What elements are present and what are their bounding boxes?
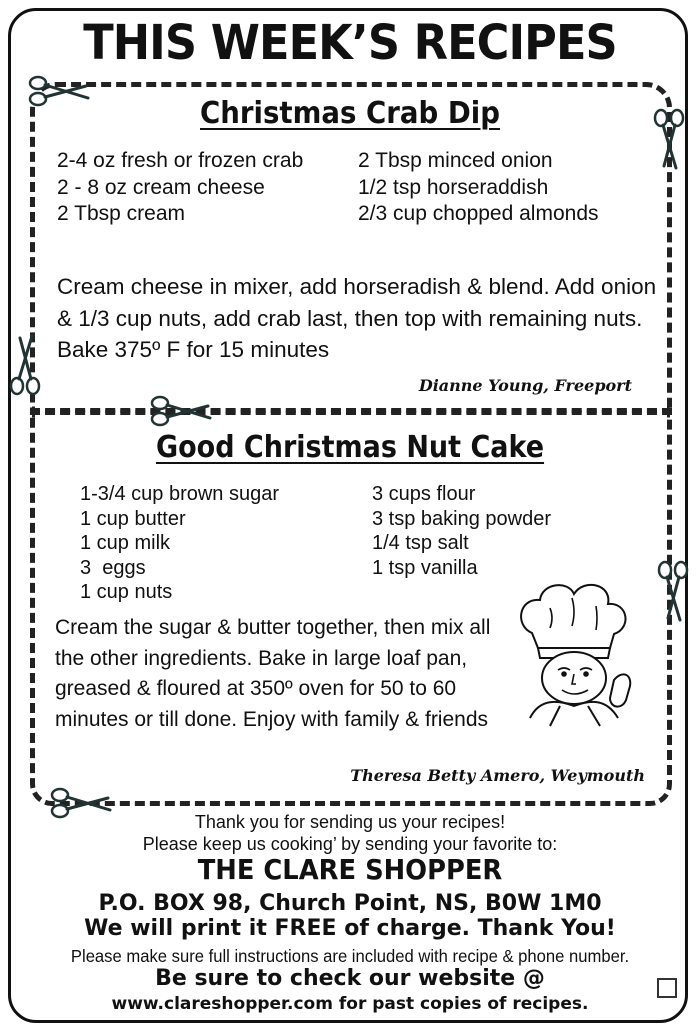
ingredients-left-nut-cake <box>80 482 279 605</box>
website-link[interactable]: www.clareshopper.com for past copies of recipes. <box>111 994 589 1014</box>
directions-nut-cake: Cream the sugar & butter together, then mix all the other ingredients. Bake in large loaf pan, greased & floured at 350º oven for 50 to 60 minutes or till done. Enjoy with family & friends <box>55 616 491 731</box>
ingredient-item: 1 tsp vanilla <box>372 556 478 579</box>
ingredients-right-crab-dip <box>358 148 599 228</box>
ingredients-right-nut-cake <box>372 482 551 580</box>
scissors-icon <box>150 394 212 428</box>
footer-keep-cooking: Please keep us cooking’ by sending your favorite to: <box>142 834 558 854</box>
directions-crab-dip: Cream cheese in mixer, add horseradish & blend. Add onion & 1/3 cup nuts, add crab last, then top with remaining nuts. Bake 375º F for 15 minutes <box>57 274 657 362</box>
footer-thanks: Thank you for sending us your recipes! <box>194 812 506 832</box>
credit-nut-cake: Theresa Betty Amero, Weymouth <box>350 766 645 785</box>
ingredient-item: 2 - 8 oz cream cheese <box>57 175 265 199</box>
ingredient-item: 1 cup nuts <box>80 581 173 603</box>
ingredient-item: 2/3 cup chopped almonds <box>358 202 599 225</box>
ingredient-item: 3 cups flour <box>372 483 476 505</box>
cut-line-divider <box>30 408 672 413</box>
ingredient-item: 1-3/4 cup brown sugar <box>80 483 280 505</box>
scissors-icon <box>8 334 42 396</box>
ingredients-left-crab-dip <box>57 148 317 228</box>
publication-name: THE CLARE SHOPPER <box>197 853 503 886</box>
page-title: THIS WEEK’S RECIPES <box>83 15 617 71</box>
mailing-address: P.O. BOX 98, Church Point, NS, B0W 1M0 <box>98 891 602 916</box>
recipe-title-nut-cake: Good Christmas Nut Cake <box>155 430 545 465</box>
ingredient-item: 1/4 tsp salt <box>372 532 469 554</box>
ingredient-item: 3 eggs <box>80 556 146 579</box>
scissors-icon <box>656 560 690 622</box>
chef-illustration <box>510 578 645 728</box>
ingredient-item: 1 cup milk <box>80 532 171 554</box>
website-prompt: Be sure to check our website @ <box>155 966 545 991</box>
ingredient-item: 2 Tbsp minced onion <box>358 149 553 172</box>
recipe-title-crab-dip: Christmas Crab Dip <box>199 96 501 131</box>
credit-crab-dip: Dianne Young, Freeport <box>418 376 632 395</box>
ingredient-item: 1/2 tsp horseraddish <box>358 175 549 199</box>
instructions-note: Please make sure full instructions are included with recipe & phone number. <box>70 946 630 966</box>
scissors-icon <box>652 108 686 170</box>
scissors-icon <box>28 74 90 108</box>
ingredient-item: 2-4 oz fresh or frozen crab <box>57 149 304 172</box>
publisher-logo-icon <box>657 978 677 998</box>
ingredient-item: 2 Tbsp cream <box>57 202 185 225</box>
ingredient-item: 1 cup butter <box>80 507 186 530</box>
ingredient-item: 3 tsp baking powder <box>372 507 552 530</box>
free-print-note: We will print it FREE of charge. Thank You! <box>84 916 616 941</box>
